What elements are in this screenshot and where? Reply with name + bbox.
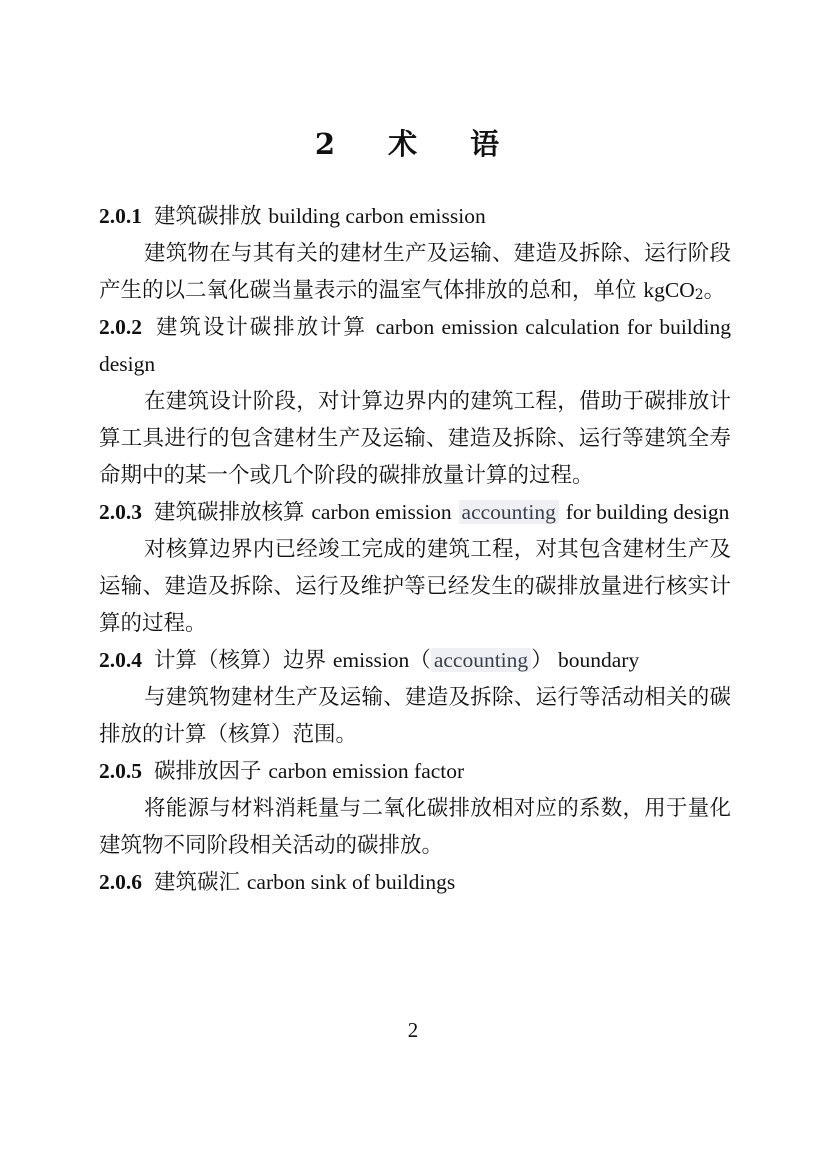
- term-english: carbon emission factor: [268, 759, 465, 783]
- term-heading-2-0-5: [99, 753, 731, 790]
- term-english: building carbon emission: [268, 204, 486, 228]
- term-heading-2-0-1: [99, 198, 731, 235]
- term-chinese: 建筑碳排放: [154, 204, 262, 229]
- definition-end: 。: [703, 278, 726, 303]
- term-heading-2-0-6: [99, 864, 731, 901]
- highlighted-word: accounting: [431, 648, 531, 672]
- term-number: 2.0.5: [99, 759, 142, 783]
- term-chinese: 建筑设计碳排放计算: [154, 315, 367, 340]
- term-definition-2-0-1: [99, 235, 731, 309]
- term-number: 2.0.1: [99, 204, 142, 228]
- chapter-title: 2 术 语: [314, 127, 512, 161]
- term-english-rest: ） boundary: [531, 648, 640, 672]
- term-english: emission（: [332, 648, 431, 672]
- term-number: 2.0.2: [99, 315, 142, 339]
- term-chinese: 计算（核算）边界: [154, 648, 327, 673]
- term-english-rest: for building design: [565, 500, 730, 524]
- term-definition-2-0-3: 对核算边界内已经竣工完成的建筑工程，对其包含建材生产及运输、建造及拆除、运行及维护等已经发生的碳排放量进行核实计算的过程。: [99, 537, 731, 636]
- term-english: carbon emission: [311, 500, 452, 524]
- unit-text: kgCO: [643, 278, 695, 302]
- page-number: 2: [407, 1018, 419, 1042]
- term-heading-2-0-2: [99, 309, 731, 383]
- terms-section: [99, 198, 731, 901]
- term-heading-2-0-3: [99, 494, 731, 531]
- term-definition-2-0-2: 在建筑设计阶段，对计算边界内的建筑工程，借助于碳排放计算工具进行的包含建材生产及运输、建造及拆除、运行等建筑全寿命期中的某一个或几个阶段的碳排放量计算的过程。: [99, 389, 731, 488]
- term-chinese: 碳排放因子: [154, 759, 262, 784]
- term-number: 2.0.6: [99, 870, 142, 894]
- term-chinese: 建筑碳排放核算: [154, 500, 305, 525]
- term-definition-2-0-5: 将能源与材料消耗量与二氧化碳排放相对应的系数，用于量化建筑物不同阶段相关活动的碳排放。: [99, 796, 731, 858]
- term-definition-2-0-4: 与建筑物建材生产及运输、建造及拆除、运行等活动相关的碳排放的计算（核算）范围。: [99, 685, 731, 747]
- highlighted-word: accounting: [459, 500, 559, 524]
- term-number: 2.0.3: [99, 500, 142, 524]
- unit-subscript: 2: [694, 287, 704, 304]
- term-english: carbon sink of buildings: [246, 870, 456, 894]
- term-heading-2-0-4: [99, 642, 731, 679]
- term-number: 2.0.4: [99, 648, 142, 672]
- definition-text: 建筑物在与其有关的建材生产及运输、建造及拆除、运行阶段产生的以二氧化碳当量表示的温室气体排放的总和，单位: [99, 241, 731, 303]
- term-chinese: 建筑碳汇: [154, 870, 241, 895]
- term-english: carbon emission calculation for building design: [99, 315, 731, 376]
